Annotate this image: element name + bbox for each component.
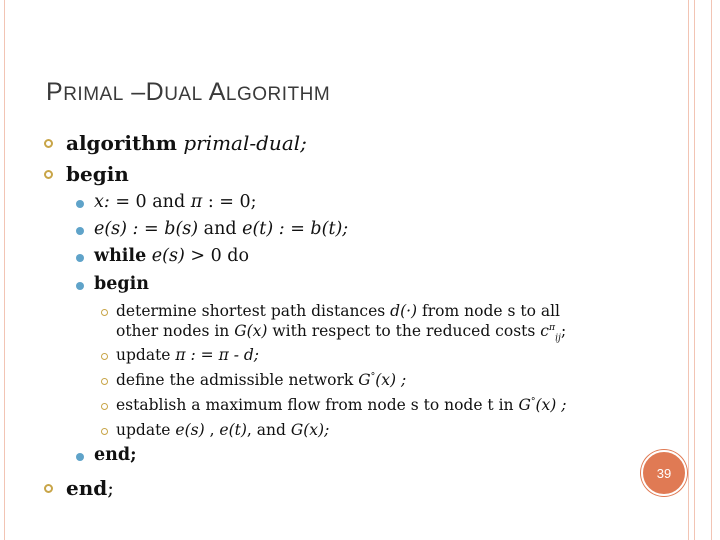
line-begin: begin [66,162,129,186]
line-while: while e(s) > 0 do [94,246,250,266]
frame-border-left [4,0,5,540]
bullet-icon [44,139,53,148]
step-update-pi: update π : = π - d; [116,346,260,364]
line-algorithm: algorithm primal-dual; [66,131,307,155]
line-end-inner: end; [94,445,137,465]
bullet-icon [44,170,53,179]
step-admissible-network: define the admissible network G°(x) ; [116,371,407,390]
line-end: end; [66,476,114,500]
page-number-badge: 39 [641,450,687,496]
step-update-e-g: update e(s) , e(t), and G(x); [116,421,330,439]
line-begin-inner: begin [94,274,149,294]
bullet-icon [76,254,84,262]
line-init-x: x: = 0 and π : = 0; [94,192,257,212]
bullet-icon [76,282,84,290]
bullet-icon [101,353,108,360]
step-shortest-path: determine shortest path distances d(·) from node s to all [116,302,560,320]
line-init-e: e(s) : = b(s) and e(t) : = b(t); [94,219,349,239]
bullet-icon [101,309,108,316]
frame-border-right-2 [694,0,695,540]
slide-title: PRIMAL –DUAL ALGORITHM [46,78,331,106]
bullet-icon [101,378,108,385]
bullet-icon [76,200,84,208]
bullet-icon [76,227,84,235]
frame-border-right-3 [711,0,712,540]
step-max-flow: establish a maximum flow from node s to node t in G°(x) ; [116,396,567,415]
frame-border-right-1 [688,0,689,540]
step-shortest-path-cont: other nodes in G(x) with respect to the reduced costs $c^\pi_{ij}$; [116,322,567,344]
bullet-icon [76,453,84,461]
bullet-icon [101,403,108,410]
bullet-icon [44,484,53,493]
bullet-icon [101,428,108,435]
